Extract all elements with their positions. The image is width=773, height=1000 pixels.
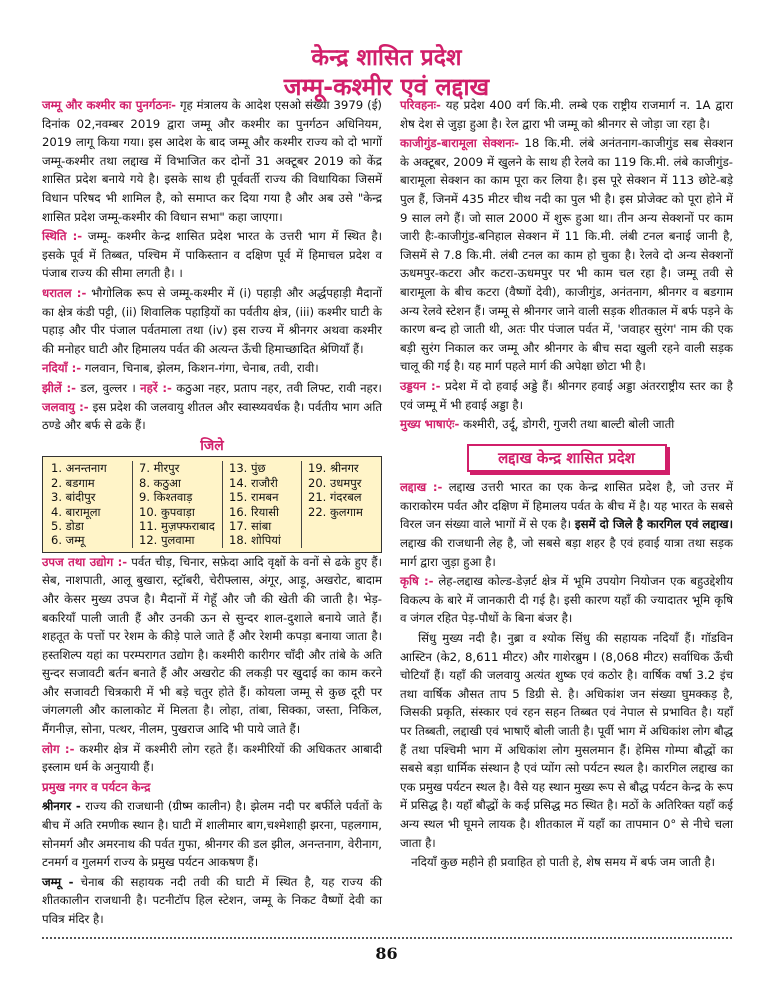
produce-heading: उपज तथा उद्योग :- — [42, 554, 128, 569]
srinagar-text: राज्य की राजधानी (ग्रीष्म कालीन) है। झेलम नदी पर बर्फीले पर्वतों के बीच में अति रमणीक स्थान है। घाटी में शालीमार बाग,चश्मेशाही झरना, पहलगाम, सोनमर्ग और अमरनाथ की पर्वत गुफा, श्रीनगर की डल झील, अनन्तनाग, वेरीनाग, टनमर्ग व गुलमर्ग राज्य के प्रमुख पर्यटन आकषण हैं। — [42, 799, 382, 870]
language-paragraph — [400, 415, 733, 434]
district-item: 7. मीरपुर — [139, 461, 180, 476]
right-column — [400, 96, 733, 873]
lakes-heading: झीलें :- — [42, 380, 76, 395]
district-item: 22. कुलगाम — [308, 504, 363, 519]
lakes-text: डल, वुल्लर । — [80, 380, 136, 395]
rail-paragraph — [400, 134, 733, 376]
geography-paragraph — [400, 629, 733, 852]
district-item: 21. गंदरबल — [308, 490, 362, 505]
ladakh-text-1: लद्दाख उत्तरी भारत का एक केन्द्र शासित प्रदेश है, जो उत्तर में काराकोरम पर्वत और दक्षिण में हिमालय पर्वत के बीच में है। यह भारत के सबसे विरल जन संख्या वाले भागों में से एक है। — [400, 480, 734, 532]
jammu-text: चेनाब की सहायक नदी तवी की घाटी में स्थित है, यह राज्य की शीतकालीन राजधानी है। पटनीटॉप हिल स्टेशन, जम्मू के निकट वैष्णों देवी का पवित्र मंदिर है। — [42, 874, 382, 926]
ladakh-districts-bold: इसमें दो जिले है कारगिल एवं लद्दाख। — [574, 517, 734, 532]
page-subtitle: जम्मू-कश्मीर एवं लद्दाख — [283, 73, 490, 101]
district-item: 17. सांबा — [229, 518, 272, 533]
district-item: 6. जम्मू — [51, 533, 85, 548]
rivers-heading: नदियाँ :- — [42, 361, 82, 376]
reorg-paragraph — [42, 96, 382, 226]
cities-heading: प्रमुख नगर व पर्यटन केन्द्र — [42, 779, 151, 794]
district-item: 9. किश्तवाड़ — [139, 490, 193, 505]
district-item: 13. पुंछ — [229, 461, 266, 476]
rail-text: 18 कि.मी. लंबे अनंतनाग-काजीगुंड सब सेक्शन के अक्टूबर, 2009 में खुलने के साथ ही रेलवे का 119 कि.मी. लंबे काजीगुंड-बारामूला सेक्शन का काम पूरा कर लिया है। इस पूरे सेक्शन में 113 छोटे-बड़े पुल हैं, जिनमें 435 मीटर चीथ नदी का पुल भी है। इस प्रोजेक्ट को पूरा होने में 9 साल लगे हैं। जो साल 2000 में शुरू हुआ था। तीन अन्य सेक्शनों पर काम जारी हैः-काजीगुंड-बनिहाल सेक्शन में 11 कि.मी. लंबी टनल बनाई जानी है, जिसमें से 7.8 कि.मी. लंबी टनल का काम हो चुका है। रेलवे दो अन्य सेक्शनों ऊधमपुर-कटरा और कटरा-ऊधमपुर पर भी काम चल रहा है। जम्मू तवी से बारामूला के बीच कटरा (वैष्णों देवी), काजीगुंड, अनंतनाग, श्रीनगर व बडगाम अन्य रेलवे स्टेशन हैं। जम्मू से श्रीनगर जाने वाली सड़क शीतकाल में बर्फ पड़ने के कारण बन्द हो जाती थी, अतः पीर पंजाल पर्वत में, 'जवाहर सुरंग' नाम की एक बड़ी सुरंग निकाल कर जम्मू और श्रीनगर के बीच सदा खुली रहने वाली सड़क चालू की गई है। यह मार्ग पहले मार्ग की अपेक्षा छोटा भी है। — [400, 136, 734, 374]
surface-paragraph — [42, 284, 382, 358]
district-item: 2. बडगाम — [51, 475, 95, 490]
air-text: प्रदेश में दो हवाई अड्डे हैं। श्रीनगर हवाई अड्डा अंतरराष्ट्रीय स्तर का है एवं जम्मू में भी हवाई अड्डा है। — [400, 378, 733, 412]
rivers-ladakh-text: नदियाँ कुछ महीने ही प्रवाहित हो पाती हे, शेष समय में बर्फ जम जाती है। — [411, 855, 716, 870]
rivers-paragraph — [42, 359, 382, 378]
reorg-heading: जम्मू और कश्मीर का पुनर्गठनः- — [42, 98, 176, 112]
footer-divider — [42, 937, 732, 939]
rail-heading: काजीगुंड-बारामूला सेक्शनः- — [400, 136, 519, 151]
people-paragraph — [42, 740, 382, 777]
jammu-paragraph — [42, 873, 382, 929]
air-heading: उड्डयन :- — [400, 378, 441, 393]
surface-heading: धरातल :- — [42, 285, 87, 300]
srinagar-paragraph — [42, 797, 382, 871]
lakes-paragraph — [42, 379, 382, 435]
district-item: 8. कठुआ — [139, 475, 181, 490]
location-paragraph — [42, 227, 382, 283]
district-item: 4. बारामूला — [51, 504, 101, 519]
produce-text: पर्वत चीड़, चिनार, सफ़ेदा आदि वृक्षों के वनों से ढके हुए हैं। सेब, नाशपाती, आलू बुखारा, स्ट्रॉबरी, चेरीफ्लास, अंगूर, आड़ू, अखरोट, बादाम और केसर मुख्य उपज है। मैदानों में गेहूँ और जौ की खेती की जाती है। भेड़-बकरियाँ पाली जाती हैं और उनकी ऊन से सुन्दर शाल-दुशाले बनाये जाते हैं। शहतूत के पत्तों पर रेशम के कीड़े पाले जाते हैं और रेशमी कपड़ा बनाया जाता है। हस्तशिल्प यहां का परम्परागत उद्योग है। कश्मीरी कारीगर चाँदी और तांबे के अति सुन्दर सजावटी बर्तन बनाते हैं और अखरोट की लकड़ी पर खुदाई का काम करने और सजावटी चित्रकारी में भी बड़े चतुर होते हैं। कोयला जम्मू से कुछ दूरी पर जंगलगली और कालाकोट में मिलता है। लोहा, तांबा, सिक्का, जस्ता, निकिल, मैंगनीज़, सोना, पत्थर, नीलम, पुखराज आदि भी पाये जाते हैं। — [42, 554, 382, 737]
ladakh-text-2: लद्दाख की राजधानी लेह है, जो सबसे बड़ा शहर है एवं हवाई यात्रा तथा सड़क मार्ग द्वारा जुड़ा हुआ है। — [400, 536, 733, 569]
language-heading: मुख्य भाषाएंः- — [400, 417, 460, 432]
climate-heading: जलवायु :- — [42, 399, 89, 414]
canals-heading: नहरें :- — [140, 380, 172, 395]
page-number: 86 — [375, 944, 398, 963]
district-item: 20. उधमपुर — [308, 475, 362, 490]
geography-text: सिंधु मुख्य नदी है। नुब्रा व श्योक सिंधु की सहायक नदियाँ हैं। गॉडविन आस्टिन (के2, 8,611 मीटर) और गाशेरब्रुम I (8,068 मीटर) सर्वाधिक ऊँची चोटियाँ हैं। यहाँ की जलवायु अत्यंत शुष्क एवं कठोर है। वार्षिक वर्षा 3.2 इंच तथा वार्षिक औसत ताप 5 डिग्री से. है। अधिकांश जन संख्या घुमक्कड़ है, जिसकी प्रकृति, संस्कार एवं रहन सहन तिब्बत एवं नेपाल से प्रभावित है। यहाँ पर तिब्बती, लद्दाखी एवं भाषाएँ बोली जाती है। पूर्वी भाग में अधिकांश लोग बौद्ध हैं तथा पश्चिमी भाग में अधिकांश लोग मुसलमान हैं। हेमिस गोम्पा बौद्धों का सबसे बड़ा धार्मिक संस्थान है एवं प्योंग त्सो पर्यटन स्थल है। कारगिल लद्दाख का एक प्रमुख पर्यटन स्थल है। वैसे यह स्थान मुख्य रूप से बौद्ध पर्यटन केन्द्र के रूप में प्रसिद्ध है। यहाँ बौद्धों के कई प्रसिद्ध मठ स्थित है। मठों के अतिरिक्त यहाँ कई अन्य स्थल भी घूमने लायक है। शीतकाल में यहाँ का तापमान 0° से नीचे चला जाता है। — [400, 631, 733, 850]
district-item: 16. रियासी — [229, 504, 280, 519]
air-paragraph — [400, 377, 733, 414]
language-text: कश्मीरी, उर्दू, डोगरी, गुजरी तथा बाल्टी बोली जाती — [463, 417, 675, 432]
agriculture-paragraph — [400, 572, 733, 628]
district-item: 18. शोपियां — [229, 533, 281, 548]
ladakh-heading: लद्दाख :- — [400, 480, 443, 495]
srinagar-heading: श्रीनगर - — [42, 799, 81, 814]
page-title: केन्द्र शासित प्रदेश — [311, 45, 462, 71]
people-text: कश्मीर क्षेत्र में कश्मीरी लोग रहते हैं। कश्मीरियों की अधिकतर आबादी इस्लाम धर्म के अनुयायी हैं। — [42, 741, 383, 775]
districts-column-1 — [49, 461, 133, 547]
districts-column-2 — [137, 461, 223, 547]
districts-title: जिले — [200, 437, 224, 454]
district-item: 10. कुपवाड़ा — [139, 504, 195, 519]
location-heading: स्थिति :- — [42, 229, 83, 244]
reorg-text: गृह मंत्रालय के आदेश एसओ संख्या 3979 (ई) दिनांक 02,नवम्बर 2019 द्वारा जम्मू और कश्मीर का पुनर्गठन अधिनियम, 2019 लागू किया गया। इस आदेश के बाद जम्मू और कश्मीर राज्य को दो भागों जम्मू-कश्मीर तथा लद्दाख में विभाजित कर दोनों 31 अक्टूबर 2019 को केंद्र शासित प्रदेश बनाये गये है। इसके साथ ही पूर्ववर्ती राज्य की विधायिका जिसमें विधान परिषद भी शामिल है, को समाप्त कर दिया गया है और अब उसे "केन्द्र शासित प्रदेश जम्मू-कश्मीर की विधान सभा" कहा जाएगा। — [42, 98, 382, 224]
district-item: 5. डोडा — [51, 518, 84, 533]
agriculture-heading: कृषि :- — [400, 574, 434, 589]
rivers-text: गलवान, चिनाब, झेलम, किशन-गंगा, चेनाब, तवी, रावी। — [84, 361, 319, 376]
transport-heading: परिवहनः- — [400, 98, 441, 112]
jammu-heading: जम्मू - — [42, 874, 74, 889]
ladakh-paragraph — [400, 478, 733, 571]
transport-paragraph — [400, 96, 733, 133]
district-item: 14. राजौरी — [229, 475, 278, 490]
agriculture-text: लेह-लद्दाख कोल्ड-डेज़र्ट क्षेत्र में भूमि उपयोग नियोजन एक बहुउद्देशीय विकल्प के बारे में जानकारी दी गई है। इसी कारण यहाँ की ज्यादातर भूमि कृषि व जंगल रहित पेड़-पौधों के बिना बंजर है। — [400, 574, 734, 626]
location-text: जम्मू- कश्मीर केन्द्र शासित प्रदेश भारत के उत्तरी भाग में स्थित है। इसके पूर्व में तिब्बत, पश्चिम में पाकिस्तान व दक्षिण पूर्व में हिमाचल प्रदेश व पंजाब राज्य की सीमा लगती है। । — [42, 229, 382, 281]
district-item: 3. बांदीपुर — [51, 490, 96, 505]
produce-paragraph — [42, 553, 382, 739]
districts-column-3 — [227, 461, 302, 547]
climate-text: इस प्रदेश की जलवायु शीतल और स्वास्थ्यवर्धक है। पर्वतीय भाग अति ठण्डे और बर्फ से ढके हैं। — [42, 399, 383, 433]
left-column — [42, 96, 382, 930]
rivers-ladakh-paragraph — [400, 853, 733, 872]
districts-column-4 — [306, 461, 386, 547]
district-item: 15. रामबन — [229, 490, 279, 505]
surface-text: भौगोलिक रूप से जम्मू-कश्मीर में (i) पहाड़ी और अर्द्धपहाड़ी मैदानों का क्षेत्र कंडी पट्टी, (ii) शिवालिक पहाड़ियों का पर्वतीय क्षेत्र, (iii) कश्मीर घाटी के पहाड़ और पीर पंजाल पर्वतमाला तथा (iv) इस राज्य में श्रीनगर अथवा कश्मीर की मनोहर घाटी और हिमालय पर्वत की अत्यन्त ऊँची हिमाच्छादित श्रेणियाँ हैं। — [42, 285, 382, 356]
ladakh-section-title: लद्दाख केन्द्र शासित प्रदेश — [467, 444, 667, 473]
canals-text: कठुआ नहर, प्रताप नहर, तवी लिफ्ट, रावी नहर। — [176, 380, 382, 395]
district-item: 12. पुलवामा — [139, 533, 195, 548]
districts-table — [42, 456, 382, 552]
cities-heading-line — [42, 778, 382, 797]
district-item: 11. मुज़फ्फराबाद — [139, 518, 215, 533]
district-item: 19. श्रीनगर — [308, 461, 359, 476]
people-heading: लोग :- — [42, 741, 75, 756]
district-item: 1. अनन्तनाग — [51, 461, 107, 476]
transport-text: यह प्रदेश 400 वर्ग कि.मी. लम्बे एक राष्ट्रीय राजमार्ग न. 1A द्वारा शेष देश से जुड़ा हुआ है। रेल द्वारा भी जम्मू को श्रीनगर से जोड़ा जा रहा है। — [400, 98, 734, 131]
